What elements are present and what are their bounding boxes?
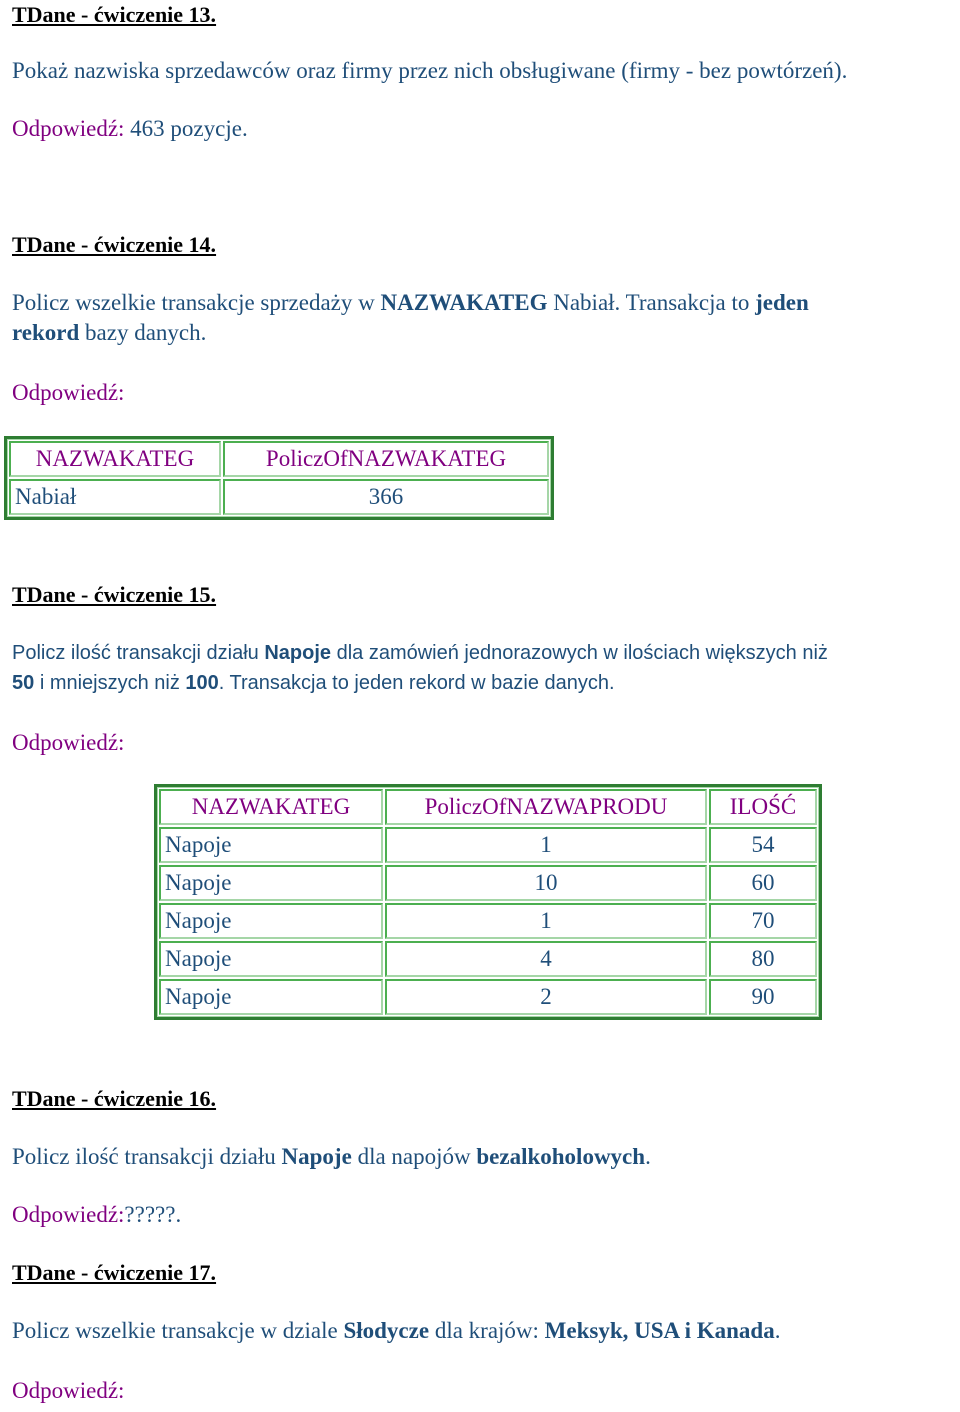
emphasis: NAZWAKATEG [380,290,548,315]
text: . Transakcja to jeden rekord w bazie danych. [218,672,615,694]
ex17-task [12,1318,780,1344]
text: dla zamówień jednorazowych w ilościach większych niż [336,642,828,664]
answer-label: Odpowiedź: [12,1202,125,1227]
emphasis: 100 [185,672,219,694]
emphasis: Napoje [264,642,332,664]
table-cell: Napoje [159,903,383,939]
ex15-title: TDane - ćwiczenie 15. [12,582,217,607]
ex16-title: TDane - ćwiczenie 16. [12,1086,217,1111]
ex13-task: Pokaż nazwiska sprzedawców oraz firmy przez nich obsługiwane (firmy - bez powtórzeń). [12,58,848,83]
text: . [645,1144,651,1169]
table-row [159,941,817,977]
column-header: ILOŚĆ [709,789,817,825]
text: . [774,1318,781,1343]
table-cell: Napoje [159,827,383,863]
ex15-task-line2 [12,672,615,695]
table-cell: 1 [385,903,707,939]
text: bazy danych. [85,320,207,345]
text: dla krajów: [434,1318,539,1343]
table-cell: 366 [223,479,549,515]
text: Policz ilość transakcji działu [12,642,259,664]
emphasis: jeden [755,290,809,315]
text: i mniejszych niż [39,672,180,694]
table-cell: 60 [709,865,817,901]
ex16-answer [12,1202,181,1228]
emphasis: Słodycze [343,1318,430,1343]
column-header: PoliczOfNAZWAPRODU [385,789,707,825]
table-cell: 2 [385,979,707,1015]
table-cell: 1 [385,827,707,863]
table-header-row [159,789,817,825]
table-cell: Nabiał [9,479,221,515]
column-header: NAZWAKATEG [159,789,383,825]
emphasis: Meksyk, USA i Kanada [544,1318,775,1343]
text: Policz ilość transakcji działu [12,1144,276,1169]
table-row [159,827,817,863]
answer-value: 463 pozycje. [130,116,248,141]
answer-value: ?????. [124,1202,182,1227]
ex17-title: TDane - ćwiczenie 17. [12,1260,217,1285]
table-row [159,979,817,1015]
table-cell: Napoje [159,865,383,901]
ex15-answer-label: Odpowiedź: [12,730,125,755]
table-cell: Napoje [159,979,383,1015]
ex13-answer [12,116,248,142]
table-cell: 70 [709,903,817,939]
table-row [159,903,817,939]
ex17-answer-label: Odpowiedź: [12,1378,125,1403]
ex16-task [12,1144,651,1170]
table-cell: 4 [385,941,707,977]
text: Nabiał. Transakcja to [553,290,750,315]
ex14-task-line2 [12,320,206,346]
text: dla napojów [357,1144,471,1169]
table-cell: 54 [709,827,817,863]
text: Policz wszelkie transakcje sprzedaży w [12,290,375,315]
table-cell: 90 [709,979,817,1015]
emphasis: bezalkoholowych [476,1144,646,1169]
emphasis: Napoje [281,1144,352,1169]
ex14-title: TDane - ćwiczenie 14. [12,232,217,257]
ex15-result-table [154,784,822,1020]
table-header-row [9,441,549,477]
column-header: NAZWAKATEG [9,441,221,477]
table-row [9,479,549,515]
table-cell: 80 [709,941,817,977]
table-cell: Napoje [159,941,383,977]
answer-label: Odpowiedź: [12,116,125,141]
column-header: PoliczOfNAZWAKATEG [223,441,549,477]
emphasis: 50 [12,672,35,694]
ex14-result-table [4,436,554,520]
ex13-title: TDane - ćwiczenie 13. [12,2,217,27]
ex14-task-line1 [12,290,809,316]
ex15-task-line1 [12,642,828,665]
ex14-answer-label: Odpowiedź: [12,380,125,405]
text: Policz wszelkie transakcje w dziale [12,1318,338,1343]
table-cell: 10 [385,865,707,901]
table-row [159,865,817,901]
emphasis: rekord [12,320,80,345]
